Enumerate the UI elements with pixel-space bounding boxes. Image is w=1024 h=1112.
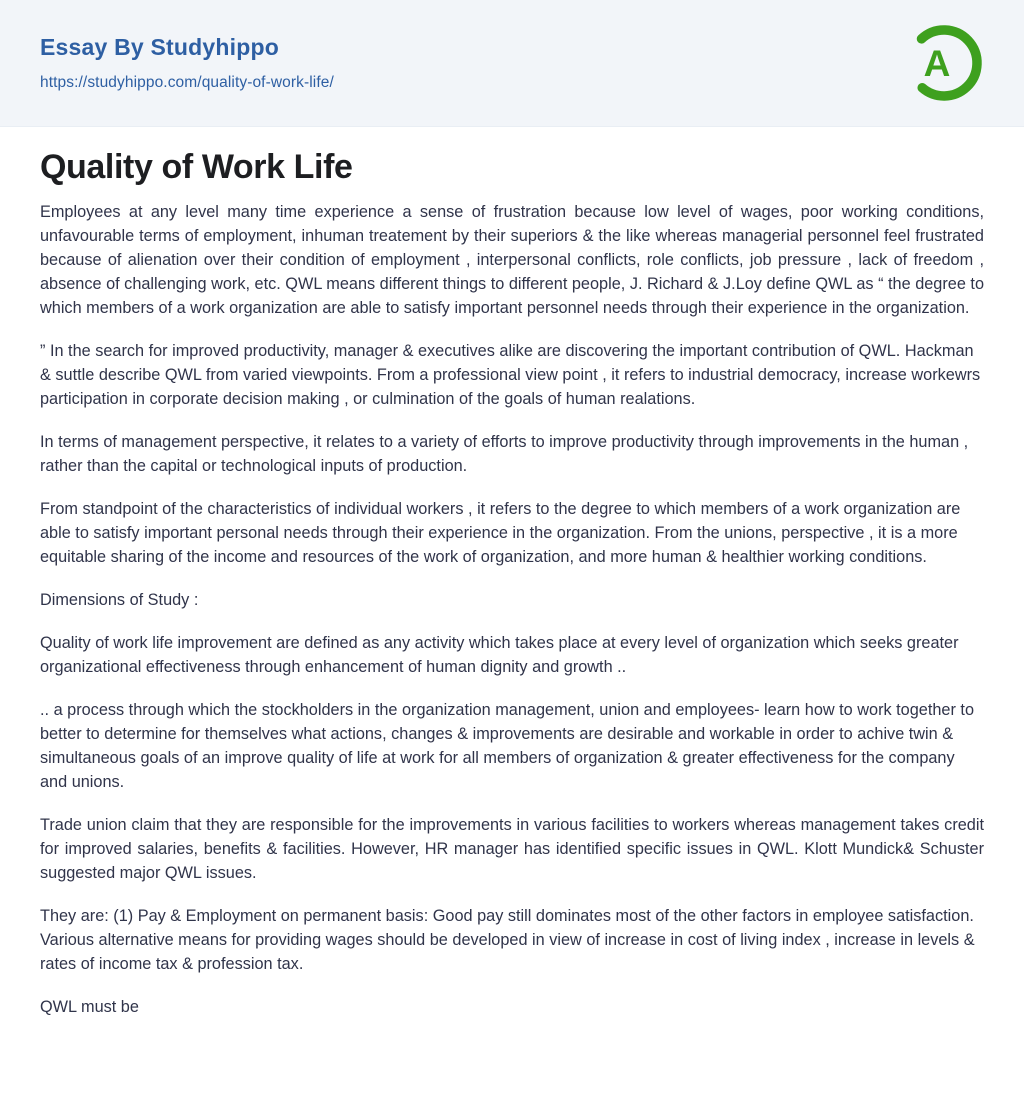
essay-paragraph: Quality of work life improvement are defined as any activity which takes place at every level of organization which seeks greater organizational effectiveness through enhancement of human dignity and growth .. — [40, 634, 959, 676]
essay-paragraph: Employees at any level many time experience a sense of frustration because low level of wages, poor working conditions, unfavourable terms of employment, inhuman treatement by their superiors & the like whereas managerial personnel feel frustrated because of alienation over their condition of employment , interpersonal conflicts, role conflicts, job pressure , lack of freedom , absence of challenging work, etc. QWL means different things to different people, J. Richard & J.Loy define QWL as “ the degree to which members of a work organization are able to satisfy important personnel needs through their experience in the organization. — [40, 203, 984, 317]
site-title: Essay By Studyhippo — [40, 34, 279, 60]
page-header — [0, 0, 1024, 127]
essay-paragraph: From standpoint of the characteristics of individual workers , it refers to the degree to which members of a work organization are able to satisfy important personal needs through their experience in the organization. From the unions, perspective , it is a more equitable sharing of the income and resources of the work of organization, and more human & healthier working conditions. — [40, 500, 961, 566]
essay-paragraph: .. a process through which the stockholders in the organization management, union and employees- learn how to work together to better to determine for themselves what actions, changes & improvements are desirable and workable in order to achive twin & simultaneous goals of an improve quality of life at work for all members of organization & greater effectiveness for the company and unions. — [40, 701, 975, 791]
header-text-block — [40, 34, 334, 92]
logo-letter: A — [923, 43, 951, 84]
essay-section-heading: Dimensions of Study : — [40, 591, 199, 609]
essay-paragraph: QWL must be — [40, 998, 139, 1016]
essay-paragraph: Trade union claim that they are responsible for the improvements in various facilities to workers whereas management takes credit for improved salaries, benefits & facilities. However, HR manager has identified specific issues in QWL. Klott Mundick& Schuster suggested major QWL issues. — [40, 816, 984, 882]
studyhippo-logo-icon — [904, 21, 984, 105]
essay-content — [0, 127, 1024, 1019]
page-title: Quality of Work Life — [40, 148, 353, 186]
essay-paragraph: They are: (1) Pay & Employment on permanent basis: Good pay still dominates most of the other factors in employee satisfaction. Various alternative means for providing wages should be developed in view of increase in cost of living index , increase in levels & rates of income tax & profession tax. — [40, 907, 975, 973]
essay-paragraph: In terms of management perspective, it relates to a variety of efforts to improve productivity through improvements in the human , rather than the capital or technological inputs of production. — [40, 433, 969, 475]
essay-body — [40, 200, 984, 1019]
page-url-link[interactable]: https://studyhippo.com/quality-of-work-life/ — [40, 74, 334, 91]
essay-paragraph: ” In the search for improved productivity, manager & executives alike are discovering the important contribution of QWL. Hackman & suttle describe QWL from varied viewpoints. From a professional view point , it refers to industrial democracy, increase workewrs participation in corporate decision making , or culmination of the goals of human realations. — [40, 342, 981, 408]
logo-arc-icon — [904, 21, 984, 105]
